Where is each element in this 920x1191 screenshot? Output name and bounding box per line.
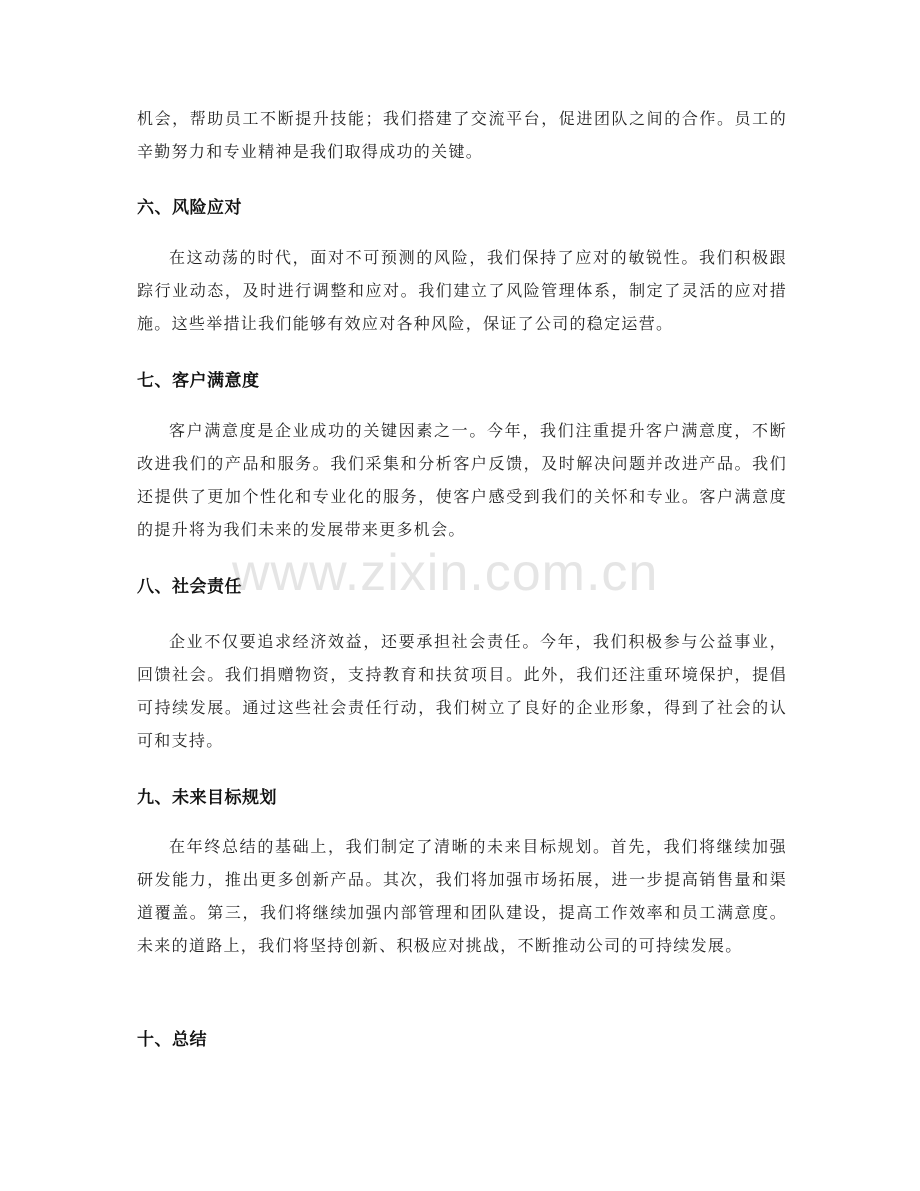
section-body-customer-satisfaction: 客户满意度是企业成功的关键因素之一。今年，我们注重提升客户满意度，不断改进我们的产品和服务。我们采集和分析客户反馈，及时解决问题并改进产品。我们还提供了更加个性化和专业化的服务，使客户感受到我们的关怀和专业。客户满意度的提升将为我们未来的发展带来更多机会。	[137, 421, 787, 539]
intro-paragraph: 机会，帮助员工不断提升技能；我们搭建了交流平台，促进团队之间的合作。员工的辛勤努力和专业精神是我们取得成功的关键。	[137, 109, 787, 161]
section-heading-future-goals: 九、未来目标规划	[137, 788, 277, 808]
section-heading-risk: 六、风险应对	[137, 198, 242, 218]
watermark: www.zixin.com.cn	[232, 544, 659, 602]
section-body-social-responsibility: 企业不仅要追求经济效益，还要承担社会责任。今年，我们积极参与公益事业，回馈社会。我们捐赠物资，支持教育和扶贫项目。此外，我们还注重环境保护，提倡可持续发展。通过这些社会责任行动，我们树立了良好的企业形象，得到了社会的认可和支持。	[137, 632, 787, 750]
section-heading-customer-satisfaction: 七、客户满意度	[137, 371, 260, 391]
section-heading-social-responsibility: 八、社会责任	[137, 577, 242, 597]
section-body-risk: 在这动荡的时代，面对不可预测的风险，我们保持了应对的敏锐性。我们积极跟踪行业动态，及时进行调整和应对。我们建立了风险管理体系，制定了灵活的应对措施。这些举措让我们能够有效应对各种风险，保证了公司的稳定运营。	[137, 248, 787, 333]
section-heading-summary: 十、总结	[137, 1030, 207, 1050]
section-body-future-goals: 在年终总结的基础上，我们制定了清晰的未来目标规划。首先，我们将继续加强研发能力，推出更多创新产品。其次，我们将加强市场拓展，进一步提高销售量和渠道覆盖。第三，我们将继续加强内部管理和团队建设，提高工作效率和员工满意度。未来的道路上，我们将坚持创新、积极应对挑战，不断推动公司的可持续发展。	[137, 837, 787, 955]
